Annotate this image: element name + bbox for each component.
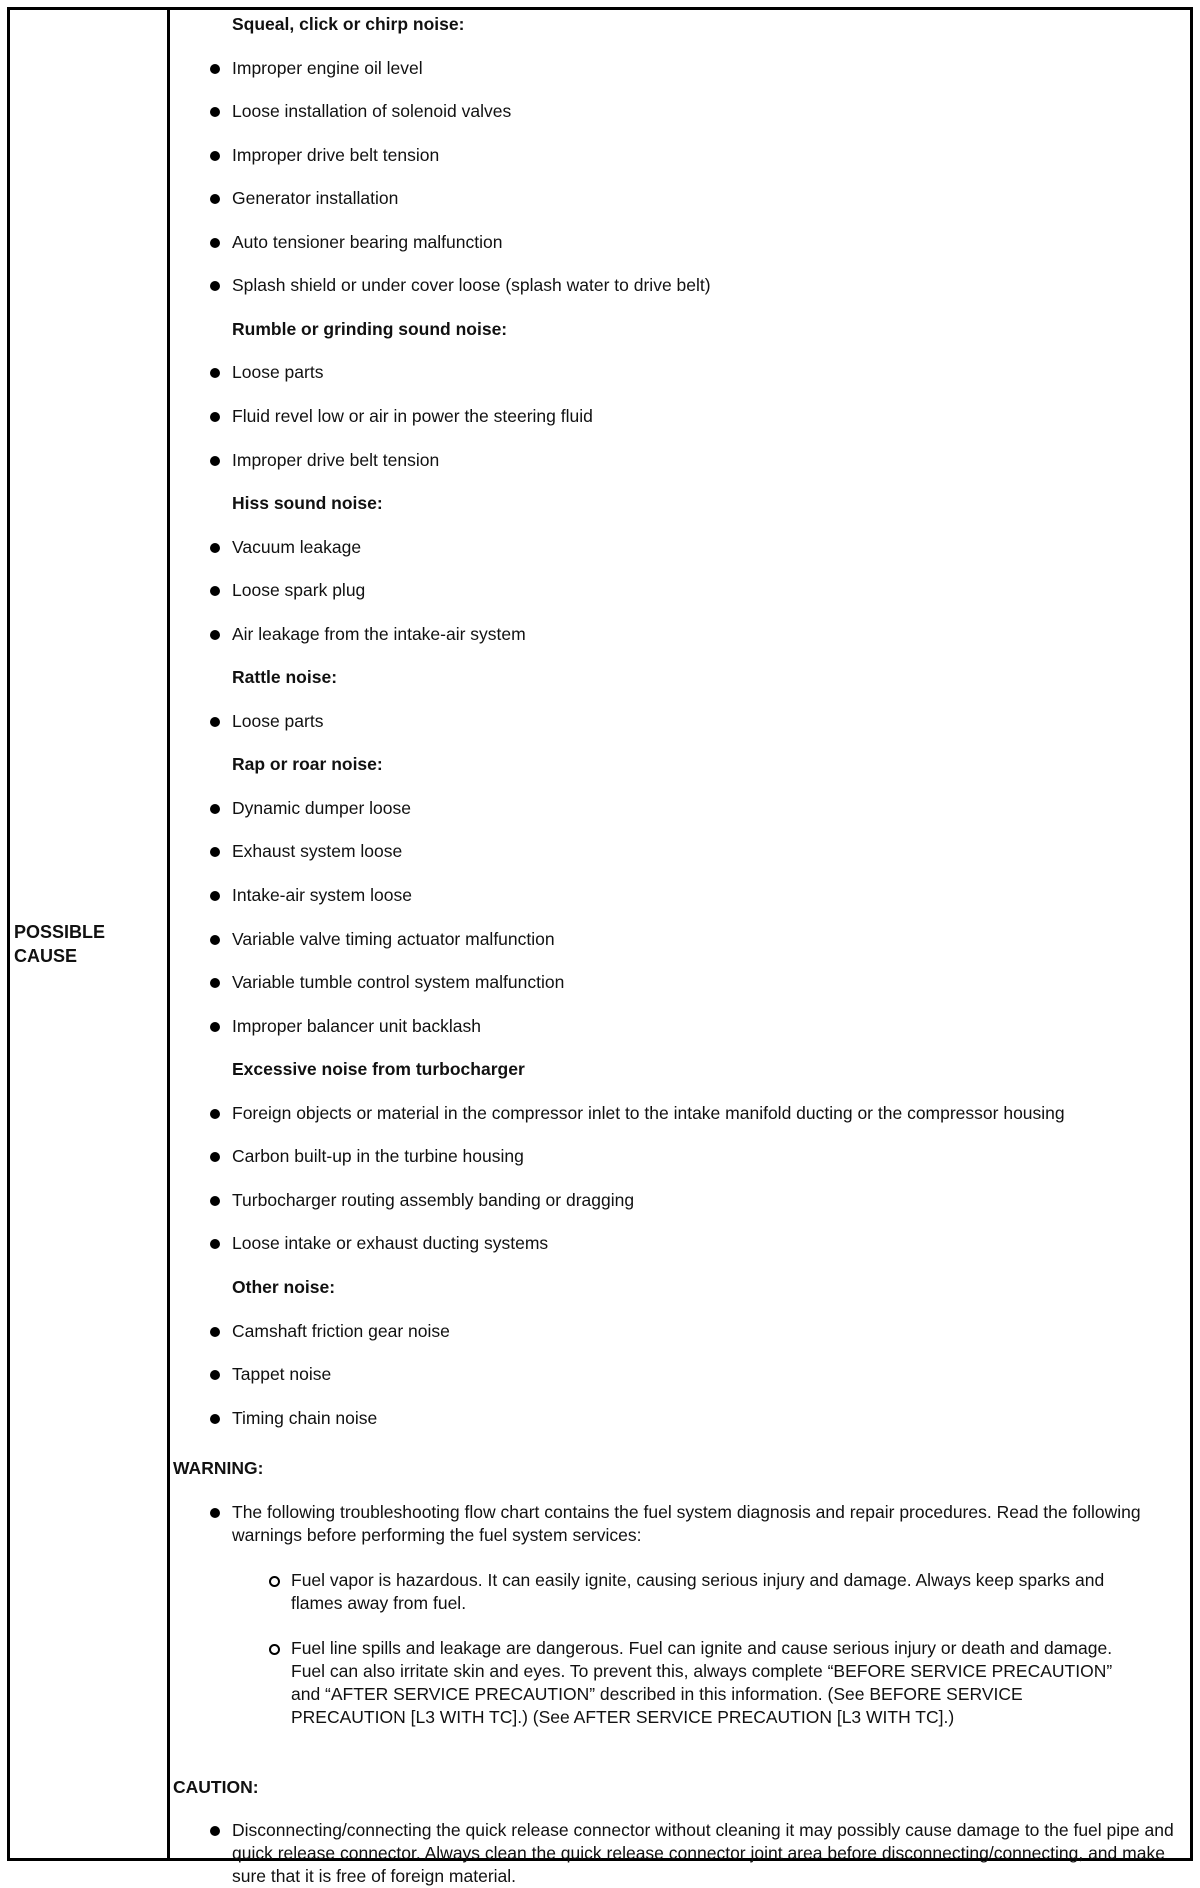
list-item: Dynamic dumper loose <box>170 797 1180 820</box>
group-heading: Squeal, click or chirp noise: <box>232 14 465 34</box>
list-item: Air leakage from the intake-air system <box>170 623 1180 646</box>
caution-item: Disconnecting/connecting the quick release connector without cleaning it may possibly cause damage to the fuel pipe and quick release connector. Always clean the quick release connector joint area before disconnecting/connecting, and make sure that it is free of foreign material. <box>170 1819 1180 1888</box>
list-item: Camshaft friction gear noise <box>170 1320 1180 1343</box>
possible-cause-table <box>7 7 1193 1886</box>
warning-item: The following troubleshooting flow chart contains the fuel system diagnosis and repair procedures. Read the following warnings before performing the fuel system services: <box>170 1501 1180 1547</box>
caution-title: CAUTION: <box>173 1777 259 1797</box>
list-item: Variable tumble control system malfunction <box>170 971 1180 994</box>
list-item: Improper balancer unit backlash <box>170 1015 1180 1038</box>
list-item: Variable valve timing actuator malfunction <box>170 928 1180 951</box>
group-heading: Hiss sound noise: <box>232 493 383 514</box>
list-item: Fluid revel low or air in power the steering fluid <box>170 405 1180 428</box>
list-item: Improper drive belt tension <box>170 449 1180 472</box>
group-heading: Rumble or grinding sound noise: <box>232 318 508 339</box>
cause-content <box>170 10 1190 1886</box>
list-item: Intake-air system loose <box>170 884 1180 907</box>
list-item: Turbocharger routing assembly banding or dragging <box>170 1189 1180 1212</box>
group-heading: Excessive noise from turbocharger <box>232 1059 525 1080</box>
warning-subitem: Fuel vapor is hazardous. It can easily ignite, causing serious injury and damage. Always keep sparks and flames away from fuel. <box>170 1569 1180 1615</box>
list-item: Tappet noise <box>170 1363 1180 1386</box>
list-item: Loose intake or exhaust ducting systems <box>170 1232 1180 1255</box>
list-item: Carbon built-up in the turbine housing <box>170 1145 1180 1168</box>
list-item: Splash shield or under cover loose (splash water to drive belt) <box>170 274 1180 297</box>
list-item: Foreign objects or material in the compressor inlet to the intake manifold ducting or the compressor housing <box>170 1102 1180 1125</box>
warning-title: WARNING: <box>173 1458 264 1478</box>
list-item: Loose spark plug <box>170 579 1180 602</box>
list-item: Loose parts <box>170 710 1180 733</box>
list-item: Loose parts <box>170 361 1180 384</box>
group-heading: Rattle noise: <box>232 667 338 688</box>
warning-subitem: Fuel line spills and leakage are dangerous. Fuel can ignite and cause serious injury or death and damage. Fuel can also irritate skin and eyes. To prevent this, always complete “BEFORE SERVICE PRECAUTION” and “AFTER SERVICE PRECAUTION” described in this information. (See BEFORE SERVICE PRECAUTION [L3 WITH TC].) (See AFTER SERVICE PRECAUTION [L3 WITH TC].) <box>170 1637 1180 1729</box>
list-item: Loose installation of solenoid valves <box>170 100 1180 123</box>
list-item: Auto tensioner bearing malfunction <box>170 231 1180 254</box>
list-item: Generator installation <box>170 187 1180 210</box>
group-heading: Other noise: <box>232 1276 336 1297</box>
list-item: Timing chain noise <box>170 1407 1180 1430</box>
list-item: Vacuum leakage <box>170 536 1180 559</box>
group-heading: Rap or roar noise: <box>232 754 383 775</box>
list-item: Improper engine oil level <box>170 57 1180 80</box>
list-item: Exhaust system loose <box>170 840 1180 863</box>
row-label: POSSIBLE CAUSE <box>14 922 106 966</box>
list-item: Improper drive belt tension <box>170 144 1180 167</box>
